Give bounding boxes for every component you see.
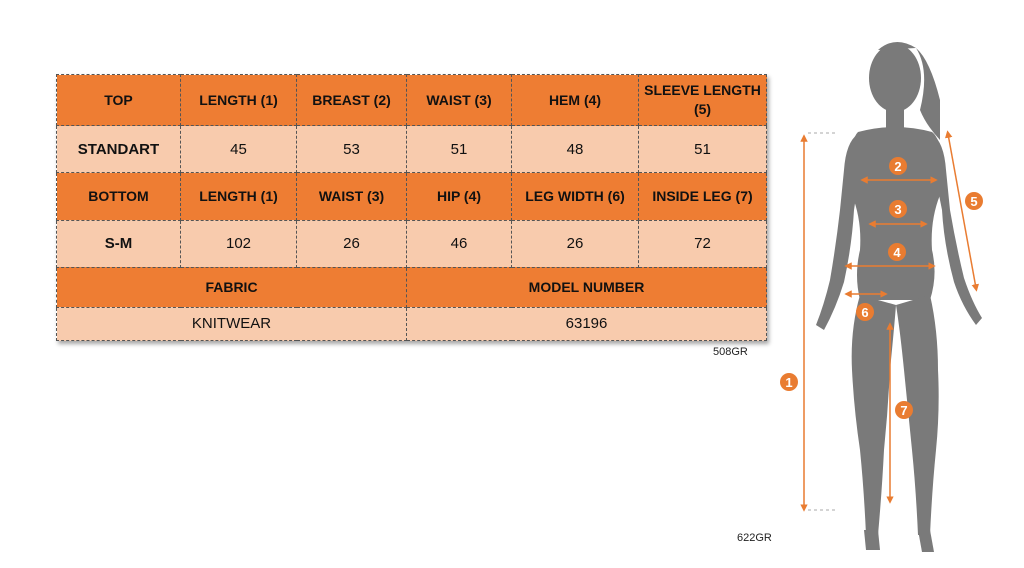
bottom-header-row [57, 173, 767, 220]
svg-text:1: 1 [785, 375, 793, 390]
bottom-value-waist: 26 [297, 220, 407, 267]
bottom-value-length: 102 [181, 220, 297, 267]
marker-6 [856, 303, 874, 321]
svg-text:4: 4 [893, 245, 901, 260]
marker-5 [965, 192, 983, 210]
marker-1 [780, 373, 798, 391]
size-chart-table [56, 74, 767, 341]
top-values-row [57, 126, 767, 173]
top-value-waist: 51 [407, 126, 512, 173]
svg-text:3: 3 [894, 202, 902, 217]
top-value-length: 45 [181, 126, 297, 173]
top-value-hem: 48 [512, 126, 639, 173]
top-header-waist: WAIST (3) [407, 75, 512, 126]
top-label: TOP [57, 75, 181, 126]
top-header-sleeve-length: SLEEVE LENGTH (5) [639, 75, 767, 126]
bottom-header-waist: WAIST (3) [297, 173, 407, 220]
bottom-value-leg-width: 26 [512, 220, 639, 267]
top-header-hem: HEM (4) [512, 75, 639, 126]
marker-3 [889, 200, 907, 218]
fabric-value: KNITWEAR [57, 307, 407, 340]
fabric-model-header-row [57, 267, 767, 307]
bottom-label: BOTTOM [57, 173, 181, 220]
top-header-row [57, 75, 767, 126]
bottom-values-row [57, 220, 767, 267]
bottom-header-leg-width: LEG WIDTH (6) [512, 173, 639, 220]
model-number-value: 63196 [407, 307, 767, 340]
model-silhouette [780, 30, 1020, 565]
bottom-value-hip: 46 [407, 220, 512, 267]
svg-text:6: 6 [861, 305, 869, 320]
fabric-label: FABRIC [57, 267, 407, 307]
marker-4 [888, 243, 906, 261]
model-number-label: MODEL NUMBER [407, 267, 767, 307]
svg-text:2: 2 [894, 159, 902, 174]
bottom-size-label: S-M [57, 220, 181, 267]
top-value-breast: 53 [297, 126, 407, 173]
svg-text:7: 7 [900, 403, 908, 418]
measurement-figure [780, 30, 1020, 565]
fabric-model-values-row [57, 307, 767, 340]
marker-2 [889, 157, 907, 175]
top-header-length: LENGTH (1) [181, 75, 297, 126]
bottom-weight: 622GR [737, 532, 772, 544]
silhouette-body [816, 42, 982, 552]
bottom-header-hip: HIP (4) [407, 173, 512, 220]
svg-text:5: 5 [970, 194, 978, 209]
bottom-value-inside-leg: 72 [639, 220, 767, 267]
top-value-sleeve-length: 51 [639, 126, 767, 173]
top-header-breast: BREAST (2) [297, 75, 407, 126]
marker-7 [895, 401, 913, 419]
bottom-header-length: LENGTH (1) [181, 173, 297, 220]
top-weight: 508GR [713, 346, 748, 358]
top-size-label: STANDART [57, 126, 181, 173]
bottom-header-inside-leg: INSIDE LEG (7) [639, 173, 767, 220]
